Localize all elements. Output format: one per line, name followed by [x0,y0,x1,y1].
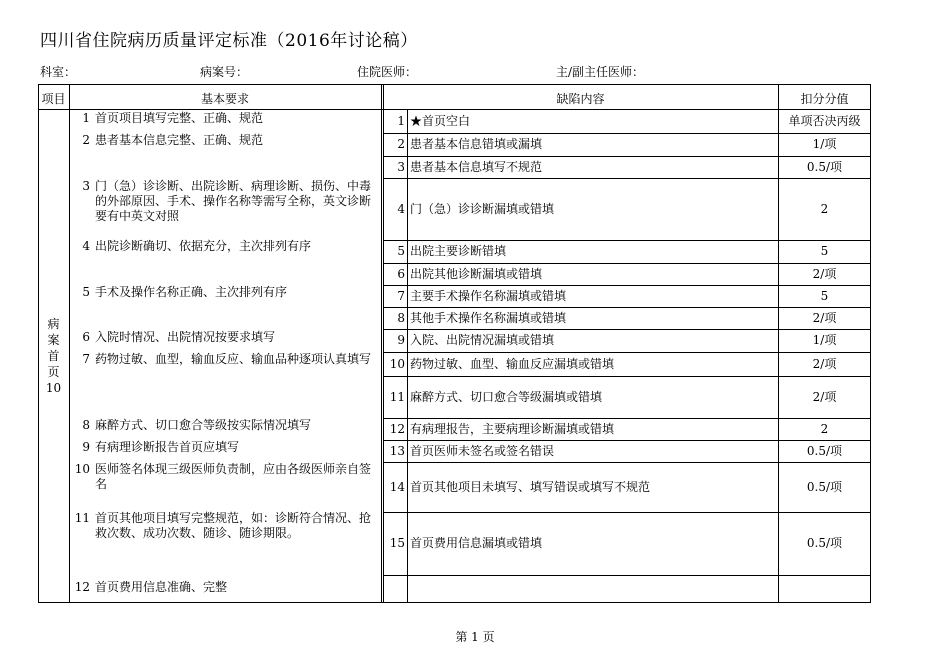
requirement-text: 药物过敏、血型，输血反应、输血品种逐项认真填写 [95,352,372,366]
section-label-char: 首 [47,349,60,363]
requirement-text: 门（急）诊诊断、出院诊断、病理诊断、损伤、中毒的外部原因、手术、操作名称等需写全称，英文诊断要有中英文对照 [95,179,372,223]
defect-score: 0.5/项 [806,159,843,174]
section-label [38,316,69,396]
table-border-top [38,84,871,85]
defect-row-divider [383,156,871,157]
defect-row-divider [383,352,871,353]
header-item: 项目 [41,92,66,106]
defect-score: 2 [820,421,829,436]
section-label-char: 案 [47,333,60,347]
requirement-text: 首页项目填写完整、正确、规范 [95,111,264,125]
col-divider-basic [381,84,382,603]
defect-row-divider [383,178,871,179]
defect-row-divider [383,575,871,576]
requirement-text: 入院时情况、出院情况按要求填写 [95,330,276,344]
defect-row-divider [383,240,871,241]
section-label-char: 页 [47,365,60,379]
defect-text: 首页医师未签名或签名错误 [410,443,555,458]
defect-text: 入院、出院情况漏填或错填 [410,333,555,347]
requirement-number: 8 [82,418,90,432]
page-title: 四川省住院病历质量评定标准（2016年讨论稿） [40,31,418,51]
defect-text: 出院主要诊断错填 [410,244,507,258]
defect-score: 2/项 [812,310,837,325]
requirement-number: 4 [82,239,90,253]
resident-doctor-label: 住院医师： [357,65,418,79]
requirement-number: 6 [82,330,90,344]
defect-text: 有病理报告，主要病理诊断漏填或错填 [410,421,615,436]
header-deduction: 扣分分值 [800,92,849,106]
requirement-number: 3 [82,179,90,193]
case-number-label: 病案号： [200,65,249,79]
requirement-number: 11 [74,511,90,525]
defect-text: 出院其他诊断漏填或错填 [410,266,543,281]
defect-number: 3 [397,159,405,174]
defect-number: 14 [389,479,405,494]
requirement-number: 2 [82,133,90,147]
requirement-number: 5 [82,285,90,299]
defect-score: 1/项 [812,333,837,347]
defect-number: 9 [397,333,405,347]
defect-score: 0.5/项 [806,479,843,494]
requirement-text: 出院诊断确切、依据充分，主次排列有序 [95,239,312,253]
header-divider [38,109,871,110]
defect-number: 6 [397,266,405,281]
requirement-text: 手术及操作名称正确、主次排列有序 [95,285,288,299]
defect-text: 药物过敏、血型、输血反应漏填或错填 [410,356,615,371]
defect-row-divider [383,376,871,377]
quality-standard-table [38,84,871,603]
defect-number: 13 [389,443,405,458]
defect-text: 麻醉方式、切口愈合等级漏填或错填 [410,389,603,404]
requirement-text: 首页费用信息准确、完整 [95,580,228,594]
defect-row-divider [383,307,871,308]
col-divider-item [69,84,70,603]
defect-text: 主要手术操作名称漏填或错填 [410,288,567,303]
defect-text: ★首页空白 [410,113,471,128]
defect-number: 2 [397,137,405,151]
requirement-number: 7 [82,352,90,366]
table-border-left [38,84,39,603]
defect-score: 0.5/项 [806,443,843,458]
requirement-text: 有病理诊断报告首页应填写 [95,440,240,454]
defect-score: 2/项 [812,389,837,404]
defect-text: 患者基本信息错填或漏填 [410,137,543,151]
page-footer: 第 1 页 [455,630,495,644]
defect-number: 5 [397,244,405,258]
requirement-number: 1 [82,111,90,125]
defect-number: 1 [397,113,405,128]
header-defect-content: 缺陷内容 [556,92,605,106]
requirement-text: 麻醉方式、切口愈合等级按实际情况填写 [95,418,312,432]
section-label-char: 病 [47,317,60,331]
defect-row-divider [383,263,871,264]
requirement-number: 10 [74,462,90,476]
defect-row-divider [383,462,871,463]
defect-row-divider [383,512,871,513]
defect-number: 11 [389,389,405,404]
requirement-text: 首页其他项目填写完整规范，如：诊断符合情况、抢救次数、成功次数、随诊、随诊期限。 [95,511,372,540]
header-basic-requirements: 基本要求 [200,92,249,106]
defect-number: 15 [389,536,405,550]
defect-text: 患者基本信息填写不规范 [410,159,543,174]
defect-score: 5 [820,288,829,303]
defect-score: 单项否决丙级 [788,113,861,128]
defect-number: 7 [397,288,405,303]
defect-row-divider [383,329,871,330]
section-label-char: 10 [45,381,62,395]
defect-text: 首页其他项目未填写、填写错误或填写不规范 [410,479,651,494]
defect-number: 10 [389,356,405,371]
defect-number: 8 [397,310,405,325]
table-border-bottom [38,602,871,603]
defect-text: 其他手术操作名称漏填或错填 [410,310,567,325]
defect-number-divider [407,109,408,603]
defect-score: 1/项 [812,137,837,151]
defect-score: 0.5/项 [806,536,843,550]
defect-number: 12 [389,421,405,436]
defect-row-divider [383,285,871,286]
defect-score: 5 [820,244,829,258]
requirement-number: 9 [82,440,90,454]
requirement-text: 患者基本信息完整、正确、规范 [95,133,264,147]
chief-doctor-label: 主/副主任医师： [556,65,645,79]
defect-score: 2/项 [812,266,837,281]
defect-score: 2 [820,201,829,216]
defect-text: 门（急）诊诊断漏填或错填 [410,201,555,216]
defect-row-divider [383,440,871,441]
requirement-number: 12 [74,580,90,594]
defect-row-divider [383,418,871,419]
dept-label: 科室： [40,65,77,79]
defect-row-divider [383,133,871,134]
requirement-text: 医师签名体现三级医师负责制，应由各级医师亲自签名 [95,462,372,491]
defect-number: 4 [397,201,405,216]
defect-score: 2/项 [812,356,837,371]
defect-text: 首页费用信息漏填或错填 [410,536,543,550]
